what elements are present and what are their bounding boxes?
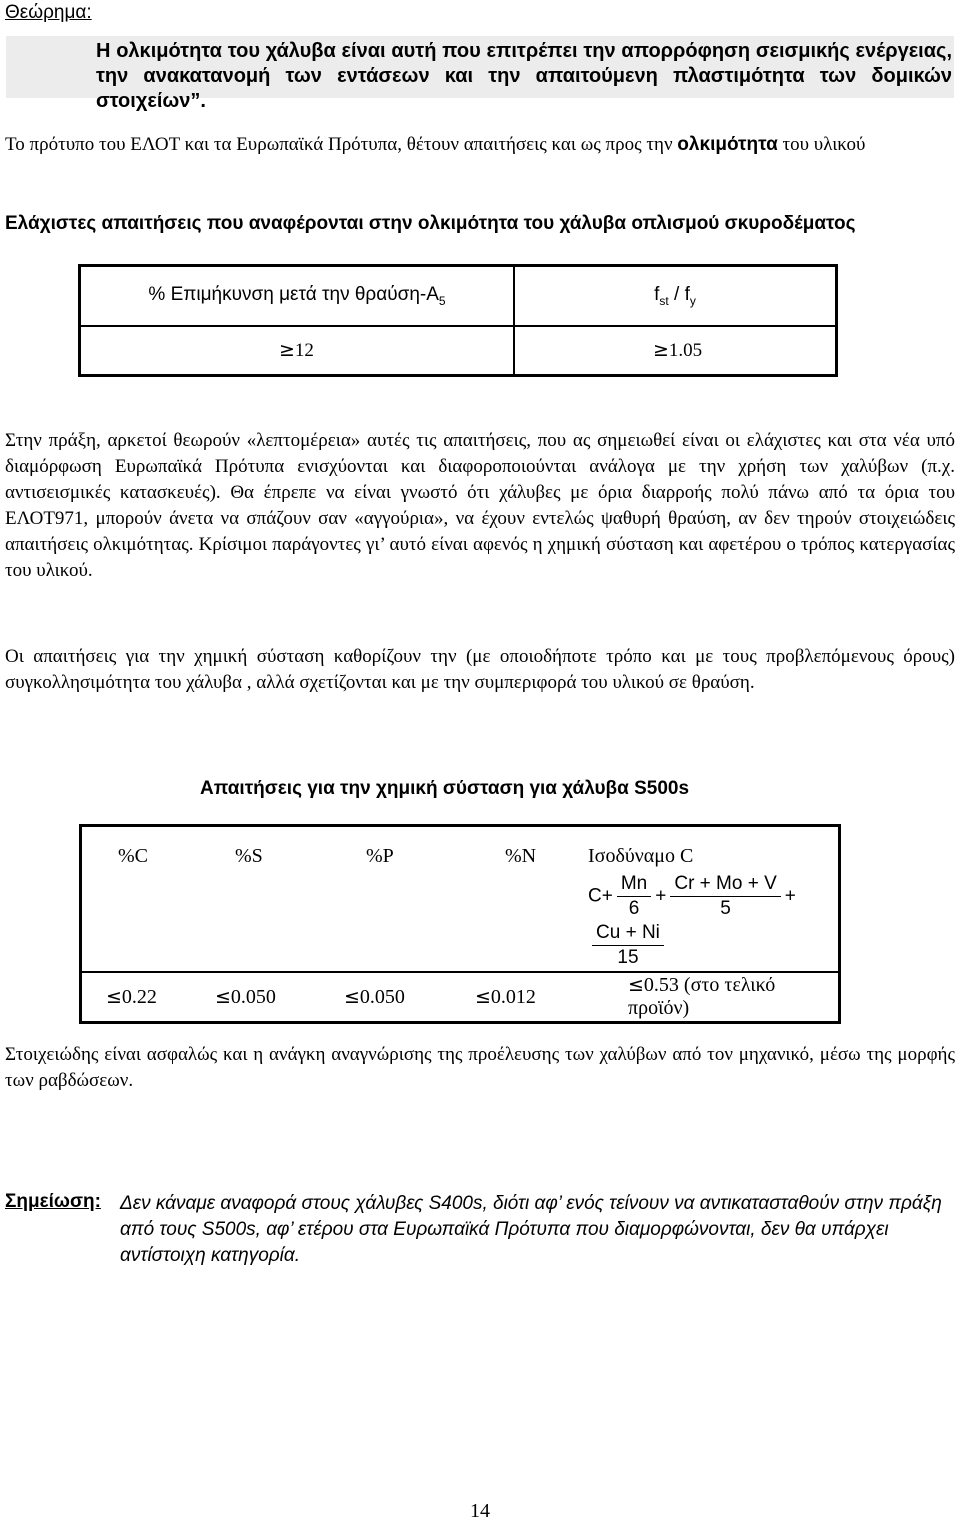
chemistry-table-title: Απαιτήσεις για την χημική σύσταση για χάλυβα S500s [200, 778, 690, 799]
intro-bold: ολκιμότητα [677, 134, 778, 155]
ratio-header: $f_{st} / f_y$ [514, 266, 837, 327]
chemistry-table [79, 824, 841, 1024]
page-number: 14 [470, 1500, 490, 1522]
header-ceq: Ισοδύναμο C C+ $\frac{Mn}{6}$ + $\frac{Cr + Mo + V}{5}$ + $\frac{Cu + Ni}{15}$ [588, 826, 840, 973]
value-ceq: ≤0.53 (στο τελικό προϊόν) [628, 974, 776, 1019]
header-c: %C [81, 826, 208, 973]
fraction-mn: $\frac{Mn}{6}$ [617, 872, 651, 921]
theorem-text: Η ολκιμότητα του χάλυβα είναι αυτή που επιτρέπει την απορρόφηση σεισμικής ενέργειας, την ανακατανομή των εντάσεων και την απαιτούμενη πλαστιμότητα των δομικών στοιχείων”. [96, 40, 952, 112]
elongation-value: ≥12 [80, 326, 515, 376]
note-text: Δεν κάναμε αναφορά στους χάλυβες S400s, διότι αφ’ ενός τείνουν να αντικατασταθούν στην πράξη από τους S500s, αφ’ ετέρου στα Ευρωπαϊκά Πρότυπα που διαμορφώνονται, δεν θα υπάρχει αντίστοιχη κατηγορία. [120, 1193, 942, 1266]
header-p: %P [336, 826, 473, 973]
identification-paragraph: Στοιχειώδης είναι ασφαλώς και η ανάγκη αναγνώρισης της προέλευσης των χαλύβων από τον μηχανικό, μέσω της μορφής των ραβδώσεων. [5, 1044, 955, 1091]
fraction-cu-ni: $\frac{Cu + Ni}{15}$ [592, 921, 664, 970]
header-s: %S [207, 826, 336, 973]
note-label: Σημείωση: [5, 1191, 101, 1212]
intro-paragraph: Το πρότυπο του ΕΛΟΤ και τα Ευρωπαϊκά Πρότυπα, θέτουν απαιτήσεις και ως προς την ολκιμότητα του υλικού [5, 134, 866, 155]
practice-paragraph: Στην πράξη, αρκετοί θεωρούν «λεπτομέρεια» αυτές τις απαιτήσεις, που ας σημειωθεί είναι οι ελάχιστες και στα νέα υπό διαμόρφωση Ευρωπαϊκά Πρότυπα ενισχύονται και διαφοροποιούνται ανάλογα με την χρήση των χαλύβων (π.χ. αντισεισμικές κατασκευές). Θα έπρεπε να είναι γνωστό ότι χάλυβες με όρια διαρροής πολύ πάνω από τα όρια του ΕΛΟΤ971, μπορούν άνετα να σπάζουν σαν «αγγούρια», να έχουν εντελώς ψαθυρή θραύση, αν δεν τηρούν στοιχειώδεις απαιτήσεις ολκιμότητας. Κρίσιμοι παράγοντες γι’ αυτό είναι αφενός η χημική σύσταση και αφετέρου ο τρόπος κατεργασίας του υλικού. [5, 430, 955, 581]
ceq-formula: C+ $\frac{Mn}{6}$ + $\frac{Cr + Mo + V}{5}$ + $\frac{Cu + Ni}{15}$ [588, 873, 796, 968]
header-n: %N [473, 826, 588, 973]
heading-theorem: Θεώρημα: [5, 2, 92, 23]
value-n: ≤0.012 [475, 985, 536, 1008]
fraction-cr-mo-v: $\frac{Cr + Mo + V}{5}$ [670, 872, 780, 921]
value-c: ≤0.22 [106, 985, 157, 1008]
value-p: ≤0.050 [344, 985, 405, 1008]
ratio-value: ≥1.05 [653, 339, 703, 361]
value-s: ≤0.050 [215, 985, 276, 1008]
elongation-header: % Επιμήκυνση μετά την θραύση-$A_5$ [80, 266, 515, 327]
chemistry-paragraph: Οι απαιτήσεις για την χημική σύσταση καθορίζουν την (με οποιοδήποτε τρόπο και με τους προβλεπόμενους όρους) συγκολλησιμότητα του χάλυβα , αλλά σχετίζονται και με την συμπεριφορά του υλικού σε θραύση. [5, 646, 955, 693]
min-requirements-heading: Ελάχιστες απαιτήσεις που αναφέρονται στην ολκιμότητα του χάλυβα οπλισμού σκυροδέματος [5, 213, 856, 234]
ductility-table [78, 264, 838, 377]
